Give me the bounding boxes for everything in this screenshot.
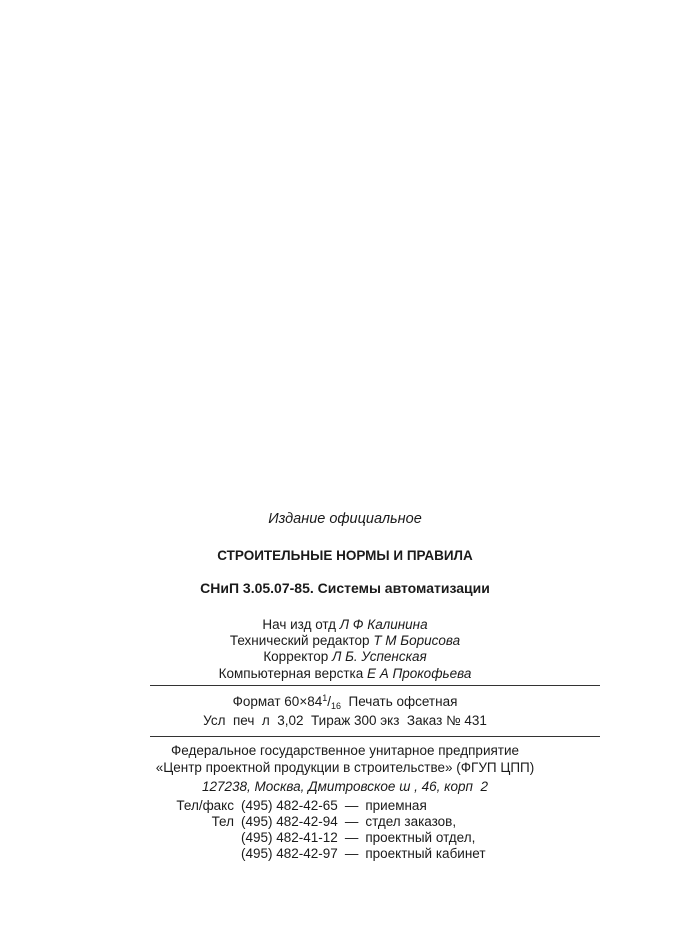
format-sub: 16 (331, 701, 342, 711)
divider (150, 685, 600, 686)
edition-note: Издание официальное (268, 511, 422, 527)
format-line (90, 694, 600, 710)
credit-line (90, 633, 600, 649)
credit-line (90, 649, 600, 665)
phone-desc: стдел заказов, (365, 814, 457, 829)
phone-number: (495) 482-42-94 (241, 814, 338, 829)
phone-number: (495) 482-42-65 (241, 798, 338, 813)
phone-desc: приемная (365, 798, 427, 813)
phone-desc: проектный кабинет (365, 846, 486, 861)
phone-dash: — (344, 798, 359, 813)
credit-name: Т М Борисова (373, 633, 461, 648)
phone-number: (495) 482-41-12 (241, 830, 338, 845)
phone-label (140, 830, 234, 846)
credit-name: Л Б. Успенская (332, 649, 427, 664)
format-sup: 1 (322, 693, 328, 703)
phone-row (140, 814, 456, 830)
divider (150, 736, 600, 737)
phone-row (140, 798, 427, 814)
phone-dash: — (344, 814, 359, 829)
document-subtitle: СНиП 3.05.07-85. Системы автоматизации (200, 580, 490, 596)
phone-label (140, 846, 234, 862)
credit-name: Е А Прокофьева (367, 666, 472, 681)
credit-role: Технический редактор (229, 633, 370, 648)
phone-dash: — (344, 846, 359, 861)
print-details: Усл печ л 3,02 Тираж 300 экз Заказ № 431 (203, 713, 487, 728)
credit-line (90, 617, 600, 633)
publisher-address: 127238, Москва, Дмитровское ш , 46, корп 2 (201, 779, 488, 794)
publisher-name-2: «Центр проектной продукции в строительстве» (ФГУП ЦПП) (155, 760, 535, 775)
credit-role: Нач изд отд (262, 617, 337, 632)
format-label: Формат 60×84 (232, 694, 323, 709)
publisher-name: Федеральное государственное унитарное предприятие (170, 743, 520, 758)
credit-name: Л Ф Калинина (339, 617, 428, 632)
phone-label: Тел (211, 814, 234, 829)
phone-row (140, 846, 486, 862)
credit-role: Компьютерная верстка (218, 666, 364, 681)
phone-number: (495) 482-42-97 (241, 846, 338, 861)
credit-role: Корректор (263, 649, 329, 664)
print-type: Печать офсетная (348, 694, 458, 709)
phone-row (140, 830, 475, 846)
phone-dash: — (344, 830, 359, 845)
document-title: СТРОИТЕЛЬНЫЕ НОРМЫ И ПРАВИЛА (217, 548, 473, 563)
format-slash: / (327, 694, 331, 709)
phone-desc: проектный отдел, (365, 830, 476, 845)
phone-label: Тел/факс (176, 798, 234, 813)
credit-line (90, 666, 600, 682)
